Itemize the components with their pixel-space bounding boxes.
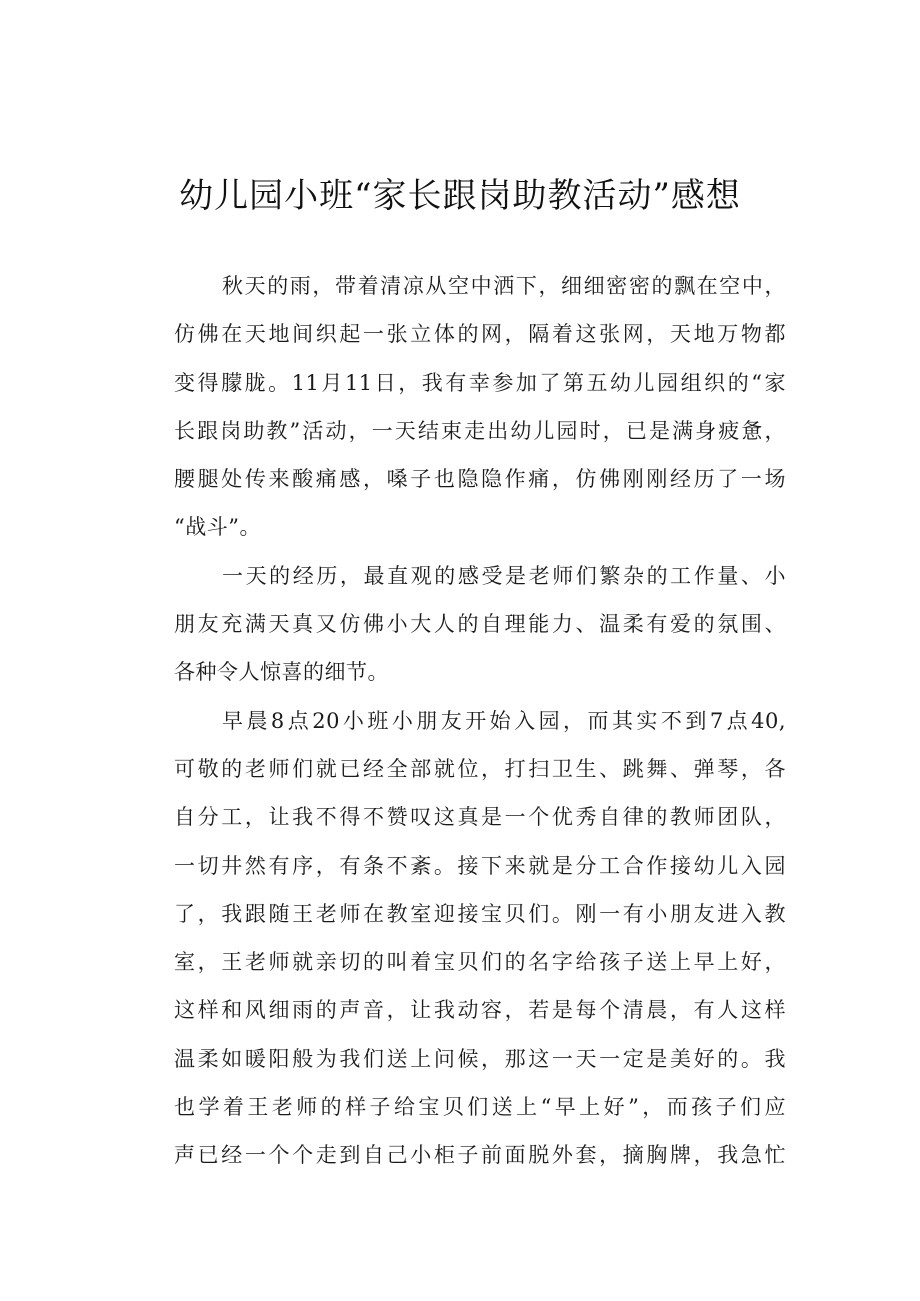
- document-body: [174, 262, 786, 1180]
- text-line: 各种令人惊喜的细节。: [174, 660, 389, 685]
- paragraph-1: [174, 262, 786, 552]
- text-line: 早晨8点20小班小朋友开始入园，而其实不到7点40,: [222, 708, 786, 733]
- text-line: 一切井然有序，有条不紊。接下来就是分工合作接幼儿入园: [174, 853, 786, 878]
- text-line: 了，我跟随王老师在教室迎接宝贝们。刚一有小朋友进入教: [174, 901, 786, 926]
- text-line: 一天的经历，最直观的感受是老师们繁杂的工作量、小: [222, 563, 786, 588]
- text-line: 长跟岗助教”活动，一天结束走出幼儿园时，已是满身疲惫，: [174, 418, 786, 443]
- text-line: 秋天的雨，带着清凉从空中洒下，细细密密的飘在空中，: [222, 274, 786, 298]
- text-line: 仿佛在天地间织起一张立体的网，隔着这张网，天地万物都: [174, 322, 786, 347]
- text-line: 可敬的老师们就已经全部就位，打扫卫生、跳舞、弹琴，各: [174, 756, 786, 781]
- text-line: “战斗”。: [174, 515, 261, 540]
- text-line: 声已经一个个走到自己小柜子前面脱外套，摘胸牌，我急忙: [174, 1143, 786, 1168]
- paragraph-3: [174, 697, 786, 1180]
- text-line: 温柔如暖阳般为我们送上问候，那这一天一定是美好的。我: [174, 1046, 786, 1071]
- text-line: 腰腿处传来酸痛感，嗓子也隐隐作痛，仿佛刚刚经历了一场: [174, 467, 786, 492]
- text-line: 也学着王老师的样子给宝贝们送上“早上好”，而孩子们应: [174, 1095, 786, 1120]
- paragraph-2: [174, 552, 786, 697]
- text-line: 朋友充满天真又仿佛小大人的自理能力、温柔有爱的氛围、: [174, 612, 786, 637]
- text-line: 自分工，让我不得不赞叹这真是一个优秀自律的教师团队，: [174, 805, 786, 830]
- document-title: 幼儿园小班“家长跟岗助教活动”感想: [179, 176, 741, 216]
- text-line: 这样和风细雨的声音，让我动容，若是每个清晨，有人这样: [174, 998, 786, 1023]
- text-line: 室，王老师就亲切的叫着宝贝们的名字给孩子送上早上好，: [174, 950, 786, 975]
- text-line: 变得朦胧。11月11日，我有幸参加了第五幼儿园组织的“家: [174, 370, 786, 395]
